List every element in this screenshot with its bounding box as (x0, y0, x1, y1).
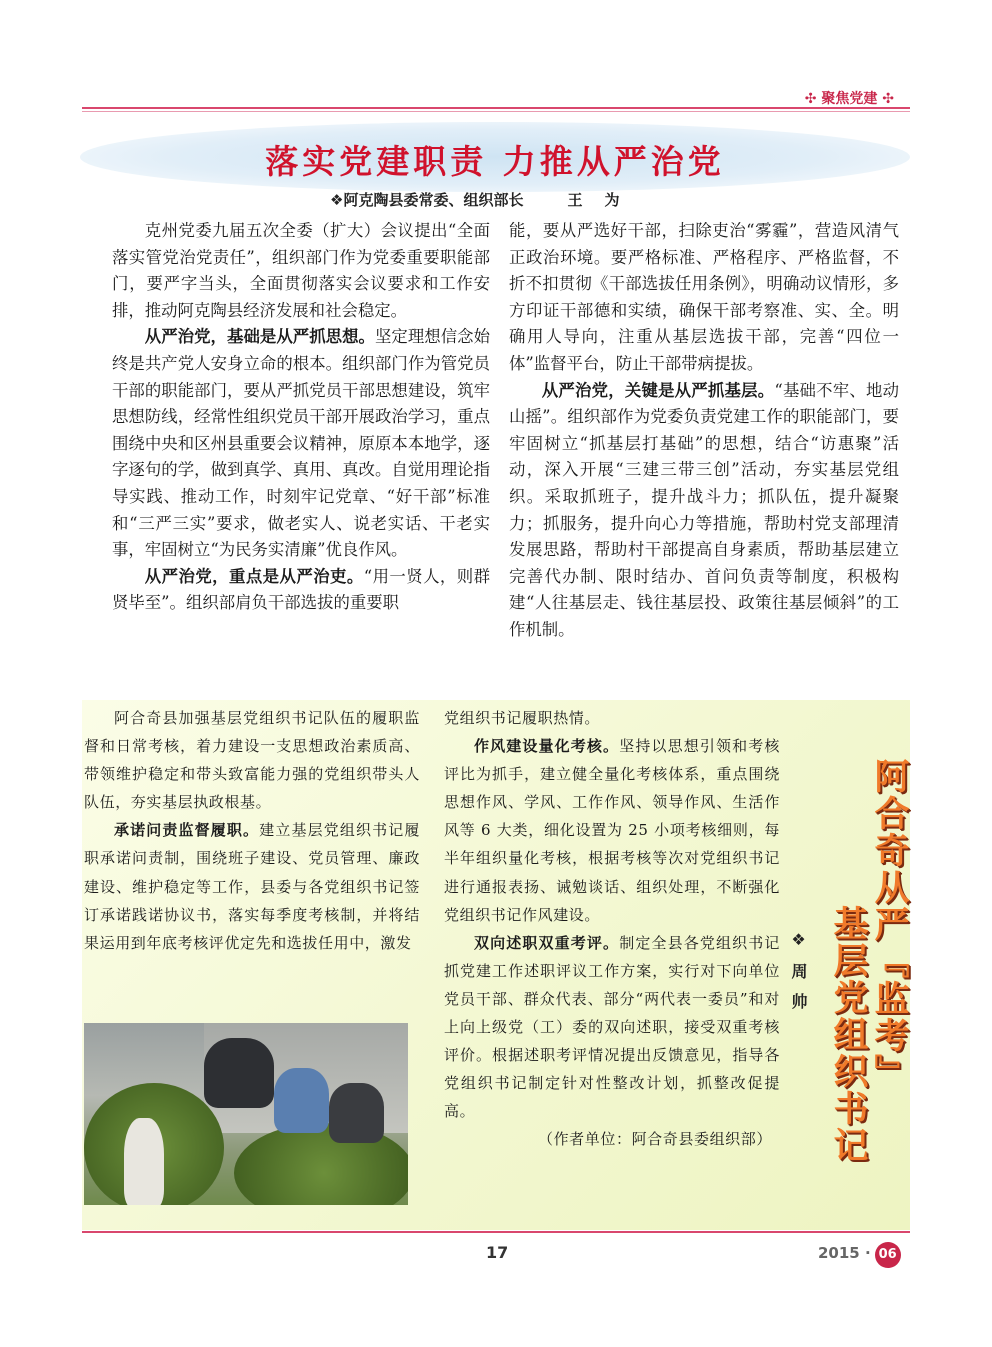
issue-label (818, 1242, 901, 1268)
paragraph (112, 218, 490, 324)
field-work-photo (84, 1023, 408, 1205)
person-figure (274, 1068, 329, 1133)
paragraph-text: 能，要从严选好干部，扫除吏治“雾霾”，营造风清气正政治环境。要严格标准、严格程序、严格监督，不折不扣贯彻《干部选拔任用条例》，明确动议情形，多方印证干部德和实绩，确保干部考察准、实、全。明确用人导向，注重从基层选拔干部，完善“四位一体”监督平台，防止干部带病提拔。 (509, 221, 899, 373)
paragraph-text: 制定全县各党组织书记抓党建工作述职评议工作方案，实行对下向单位党员干部、群众代表、部分“两代表一委员”和对上向上级党（工）委的双向述职，接受双重考核评价。根据述职考评情况提出反馈意见，指导各党组织书记制定针对性整改计划，抓整改促提高。 (444, 933, 780, 1121)
paragraph (112, 324, 490, 563)
paragraph (112, 564, 490, 617)
footer-rule (82, 1231, 910, 1233)
paragraph (509, 218, 899, 378)
issue-number-badge: 06 (875, 1242, 901, 1268)
paragraph-text: 克州党委九届五次全委（扩大）会议提出“全面落实管党治党责任”，组织部门作为党委重要职能部门，要严字当头，全面贯彻落实会议要求和工作安排，推动阿克陶县经济发展和社会稳定。 (112, 221, 490, 320)
paragraph-lead: 从严治党，关键是从严抓基层。 (541, 380, 775, 400)
paragraph-text: “用一贤人，则群贤毕至”。组织部肩负干部选拔的重要职 (112, 566, 490, 613)
person-figure (204, 1038, 274, 1108)
paragraph-text: 阿合奇县加强基层党组织书记队伍的履职监督和日常考核，着力建设一支思想政治素质高、带领维护稳定和带头致富能力强的党组织带头人队伍，夯实基层执政根基。 (84, 709, 420, 812)
paragraph-text: 坚持以思想引领和考核评比为抓手，建立健全量化考核体系，重点围绕思想作风、学风、工作作风、领导作风、生活作风等 6 大类，细化设置为 25 小项考核细则，每半年组织量化考核，根据考核等次对党组织书记进行通报表扬、诫勉谈话、组织处理，不断强化党组织书记作风建设。 (444, 737, 780, 924)
paragraph-text: 建立基层党组织书记履职承诺问责制，围绕班子建设、党员管理、廉政建设、维护稳定等工作，县委与各党组织书记签订承诺践诺协议书，落实每季度考核制，并将结果运用到年底考核评优定先和选拔任用中，激发 (84, 821, 420, 952)
paragraph-lead: 承诺问责监督履职。 (114, 821, 260, 840)
paragraph-text: “基础不牢、地动山摇”。组织部作为党委负责党建工作的职能部门，要牢固树立“抓基层打基础”的思想，结合“访惠聚”活动，深入开展“三建三带三创”活动，夯实基层党组织。采取抓班子，提升战斗力；抓队伍，提升凝聚力；抓服务，提升向心力等措施，帮助村党支部理清发展思路，帮助村干部提高自身素质，帮助基层建立完善代办制、限时结办、首问负责等制度，积极构建“人往基层走、钱往基层投、政策往基层倾斜”的工作机制。 (509, 380, 899, 639)
paragraph-lead: 作风建设量化考核。 (474, 737, 620, 756)
byline-name: 王为 (567, 191, 642, 209)
sidebar-author: ❖周帅 (789, 930, 808, 1023)
section-tag: ✣ 聚焦党建 ✣ (804, 91, 894, 107)
paragraph (84, 704, 420, 816)
paragraph (84, 816, 420, 956)
paragraph (444, 704, 780, 732)
person-figure (124, 1118, 164, 1205)
paragraph-text: 党组织书记履职热情。 (444, 709, 601, 727)
article-column-left (112, 218, 490, 617)
page-number: 17 (486, 1243, 509, 1262)
article-title: 落实党建职责 力推从严治党 (265, 142, 725, 181)
paragraph-lead: 从严治党，基础是从严抓思想。 (144, 327, 375, 347)
sidebar-title-line-1: 阿合奇从严『监考』 (869, 758, 909, 1091)
paragraph (444, 929, 780, 1126)
paragraph-lead: 双向述职双重考评。 (474, 933, 620, 952)
header-rule-thin (82, 111, 910, 112)
issue-year: 2015 · (818, 1244, 871, 1262)
byline-prefix: ❖阿克陶县委常委、组织部长 (330, 191, 524, 209)
sidebar-title-line-2: 基层党组织书记 (828, 905, 868, 1164)
paragraph-text: 坚定理想信念始终是共产党人安身立命的根本。组织部门作为管党员干部的职能部门，要从严抓党员干部思想建设，筑牢思想防线，经常性组织党员干部开展政治学习，重点围绕中央和区州县重要会议精神，原原本本地学，逐字逐句的学，做到真学、真用、真改。自觉用理论指导实践、推动工作，时刻牢记党章、“好干部”标准和“三严三实”要求，做老实人、说老实话、干老实事，牢固树立“为民务实清廉”优良作风。 (112, 327, 491, 560)
box-column-left (84, 704, 420, 957)
box-column-right (444, 704, 780, 1154)
header-rule (82, 107, 910, 109)
paragraph (444, 732, 780, 929)
paragraph (509, 378, 899, 644)
article-column-right (509, 218, 899, 644)
paragraph-lead: 从严治党，重点是从严治吏。 (144, 566, 364, 586)
person-figure (329, 1083, 384, 1143)
author-note: （作者单位：阿合奇县委组织部） (537, 1130, 772, 1149)
byline (330, 189, 641, 210)
